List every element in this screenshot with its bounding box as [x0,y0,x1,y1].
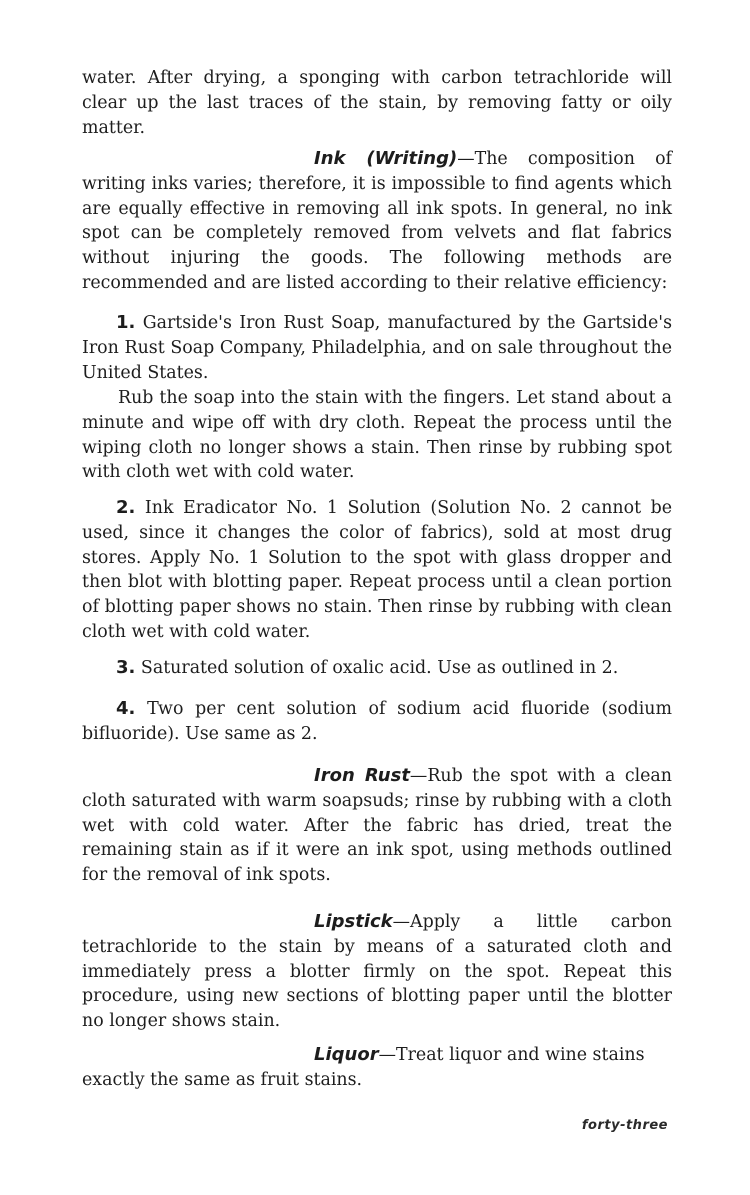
liquor-heading: Liquor [314,1044,379,1065]
liquor-text: —Treat liquor and wine stains exactly the same as fruit stains. [82,1045,645,1090]
method-4-text: Two per cent solution of sodium acid fluoride (sodium bifluoride). Use same as 2. [82,699,672,744]
method-3-number: 3. [116,657,136,678]
lipstick-heading: Lipstick [314,911,393,932]
method-2-text: Ink Eradicator No. 1 Solution (Solution No. 2 cannot be used, since it changes the color of fabrics), sold at most drug stores. Apply No. 1 Solution to the spot with glass dropper and then blot with blotting paper. Repeat process until a clean portion of blotting paper shows no stain. Then rinse by rubbing with clean cloth wet with cold water. [82,498,673,642]
method-3 [82,656,672,681]
iron-rust-text: —Rub the spot with a clean cloth saturated with warm soapsuds; rinse by rubbing with a cloth wet with cold water. After the fabric has dried, treat the remaining stain as if it were an ink spot, using methods outlined for the removal of ink spots. [82,766,672,886]
iron-rust-heading: Iron Rust [314,765,410,786]
ink-writing-text: —The composition of writing inks varies; therefore, it is impossible to find agents which are equally effective in removing all ink spots. In general, no ink spot can be completely removed from velvets and flat fabrics without injuring the goods. The following methods are recommended and are listed according to their relative efficiency: [82,149,672,293]
method-1-number: 1. [116,312,136,333]
liquor-section [82,1043,672,1093]
lipstick-section [82,910,672,1034]
method-3-text: Saturated solution of oxalic acid. Use as outlined in 2. [140,658,619,678]
method-1 [82,311,672,385]
lipstick-text: —Apply a little carbon tetrachloride to the stain by means of a saturated cloth and immediately press a blotter firmly on the spot. Repeat this procedure, using new sections of blotting paper until the blotter no longer shows stain. [82,912,672,1032]
continued-paragraph: water. After drying, a sponging with carbon tetrachloride will clear up the last traces of the stain, by removing fatty or oily matter. [82,68,672,138]
method-4-number: 4. [116,698,136,719]
ink-writing-heading: Ink (Writing) [314,148,458,169]
page-number: forty-three [581,1118,668,1133]
method-1-instructions: Rub the soap into the stain with the fingers. Let stand about a minute and wipe off with dry cloth. Repeat the process until the wiping cloth no longer shows a stain. Then rinse by rubbing spot with cloth wet with cold water. [82,388,672,483]
method-1-text: Gartside's Iron Rust Soap, manufactured by the Gartside's Iron Rust Soap Company, Philadelphia, and on sale throughout the United States. [82,313,672,383]
method-4 [82,697,672,747]
method-2 [82,496,672,645]
method-2-number: 2. [116,497,136,518]
ink-writing-section [82,147,672,296]
iron-rust-section [82,764,672,888]
